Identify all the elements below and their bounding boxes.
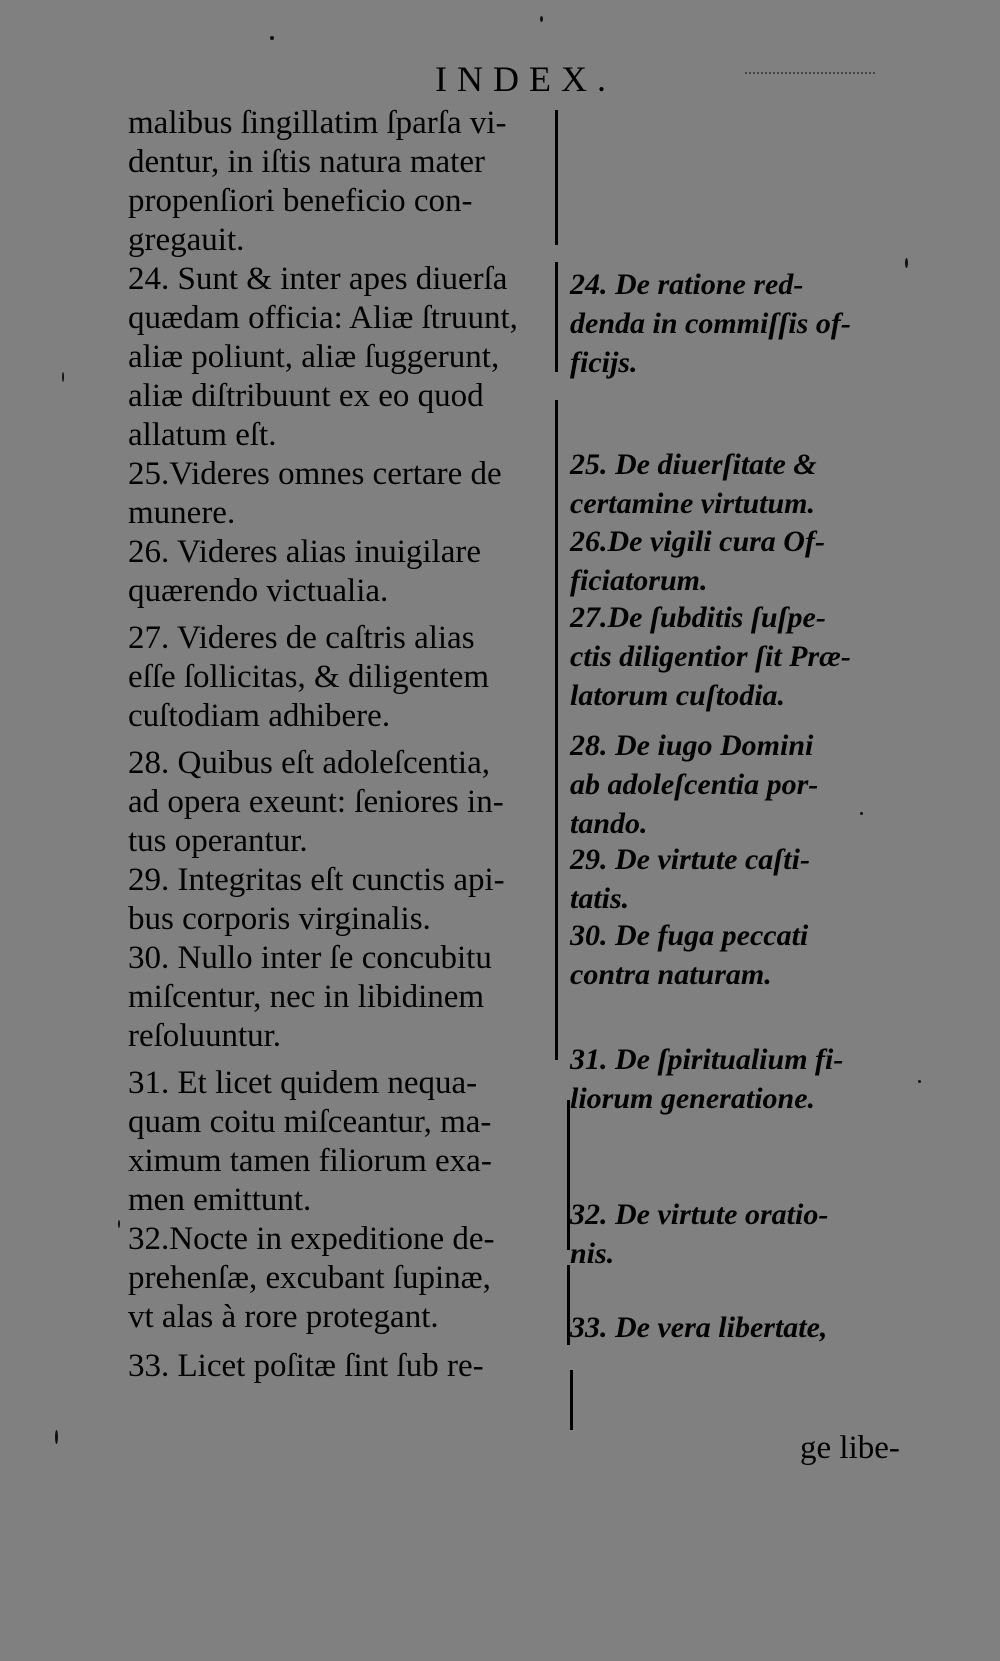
entry-line: 33. Licet poſitæ ſint ſub re- — [128, 1348, 484, 1384]
entry-line: malibus ſingillatim ſparſa vi- — [128, 105, 507, 141]
entry-line: propenſiori beneficio con- — [128, 183, 473, 219]
entry-line: 25.Videres omnes certare de — [128, 456, 502, 492]
note-line: tando. — [570, 807, 648, 840]
marginal-note — [570, 840, 900, 918]
index-entry — [128, 1220, 560, 1337]
page-speck — [540, 16, 543, 22]
entry-line: vt alas à rore protegant. — [128, 1299, 439, 1335]
marginal-note — [570, 1308, 900, 1347]
entry-line: dentur, in iſtis natura mater — [128, 144, 485, 180]
index-entry — [128, 619, 560, 736]
entry-line: 30. Nullo inter ſe concubitu — [128, 940, 492, 976]
marginal-note — [570, 598, 900, 715]
entry-line: miſcentur, nec in libidinem — [128, 979, 485, 1015]
column-rule — [570, 1370, 573, 1430]
page-speck — [55, 1430, 58, 1444]
note-line: 28. De iugo Domini — [570, 729, 814, 762]
index-entry — [128, 939, 560, 1056]
entry-line: gregauit. — [128, 222, 245, 258]
index-entry — [128, 861, 560, 939]
entry-line: men emittunt. — [128, 1182, 312, 1218]
entry-line: reſoluuntur. — [128, 1018, 282, 1054]
entry-line: allatum eſt. — [128, 417, 277, 453]
entry-line: quam coitu miſceantur, ma- — [128, 1104, 492, 1140]
entry-line: aliæ poliunt, aliæ ſuggerunt, — [128, 339, 500, 375]
note-line: contra naturam. — [570, 958, 772, 991]
column-rule — [555, 110, 558, 245]
note-line: latorum cuſtodia. — [570, 679, 786, 712]
index-entry — [128, 533, 560, 611]
note-line: 33. De vera libertate, — [570, 1311, 828, 1344]
index-entry — [128, 1347, 560, 1386]
index-entry — [128, 744, 560, 861]
entry-line: quædam officia: Aliæ ſtruunt, — [128, 300, 518, 336]
note-line: 32. De virtute oratio- — [570, 1198, 829, 1231]
entry-line: prehenſæ, excubant ſupinæ, — [128, 1260, 491, 1296]
marginal-note — [570, 265, 900, 382]
marginal-note — [570, 445, 900, 523]
note-line: 30. De fuga peccati — [570, 919, 809, 952]
entry-line: quærendo victualia. — [128, 573, 389, 609]
page-speck — [918, 1080, 921, 1083]
note-line: certamine virtutum. — [570, 487, 816, 520]
entry-line: eſſe ſollicitas, & diligentem — [128, 659, 490, 695]
index-entry — [128, 104, 560, 260]
note-line: tatis. — [570, 882, 630, 915]
entry-line: 31. Et licet quidem nequa- — [128, 1065, 478, 1101]
entry-line: ximum tamen filiorum exa- — [128, 1143, 492, 1179]
column-rule — [567, 1100, 570, 1250]
note-line: 31. De ſpiritualium fi- — [570, 1043, 844, 1076]
entry-line: 28. Quibus eſt adoleſcentia, — [128, 745, 490, 781]
index-entry — [128, 1064, 560, 1220]
entry-line: 29. Integritas eſt cunctis api- — [128, 862, 505, 898]
note-line: 29. De virtute caſti- — [570, 843, 810, 876]
column-rule — [567, 1265, 570, 1345]
note-line: liorum generatione. — [570, 1082, 816, 1115]
page-speck — [905, 258, 908, 268]
marginal-note — [570, 1040, 900, 1118]
note-line: 27.De ſubditis ſuſpe- — [570, 601, 826, 634]
marginal-note — [570, 1195, 900, 1273]
entry-line: 27. Videres de caſtris alias — [128, 620, 475, 656]
page-speck — [118, 1220, 120, 1228]
main-text-column — [128, 104, 560, 1386]
page-speck — [270, 36, 274, 40]
entry-line: aliæ diſtribuunt ex eo quod — [128, 378, 484, 414]
note-line: denda in commiſſis of- — [570, 307, 851, 340]
note-line: ab adoleſcentia por- — [570, 768, 819, 801]
entry-line: 24. Sunt & inter apes diuerſa — [128, 261, 508, 297]
marginal-note — [570, 522, 900, 600]
column-rule — [555, 400, 558, 1060]
header-smudge — [745, 72, 875, 84]
entry-line: 26. Videres alias inuigilare — [128, 534, 481, 570]
note-line: 25. De diuerſitate & — [570, 448, 817, 481]
note-line: nis. — [570, 1237, 615, 1270]
page-speck — [62, 372, 64, 382]
catchword: ge libe- — [800, 1430, 900, 1466]
index-entry — [128, 455, 560, 533]
index-entry — [128, 260, 560, 455]
note-line: ficijs. — [570, 346, 638, 379]
note-line: ctis diligentior ſit Præ- — [570, 640, 851, 673]
entry-line: ad opera exeunt: ſeniores in- — [128, 784, 504, 820]
marginal-note — [570, 726, 900, 843]
marginal-note — [570, 916, 900, 994]
entry-line: munere. — [128, 495, 236, 531]
entry-line: cuſtodiam adhibere. — [128, 698, 391, 734]
entry-line: bus corporis virginalis. — [128, 901, 431, 937]
page-header: INDEX. — [435, 59, 616, 99]
note-line: ficiatorum. — [570, 564, 708, 597]
note-line: 26.De vigili cura Of- — [570, 525, 825, 558]
page-speck — [860, 812, 863, 815]
entry-line: 32.Nocte in expeditione de- — [128, 1221, 495, 1257]
note-line: 24. De ratione red- — [570, 268, 804, 301]
column-rule — [555, 262, 558, 372]
entry-line: tus operantur. — [128, 823, 308, 859]
